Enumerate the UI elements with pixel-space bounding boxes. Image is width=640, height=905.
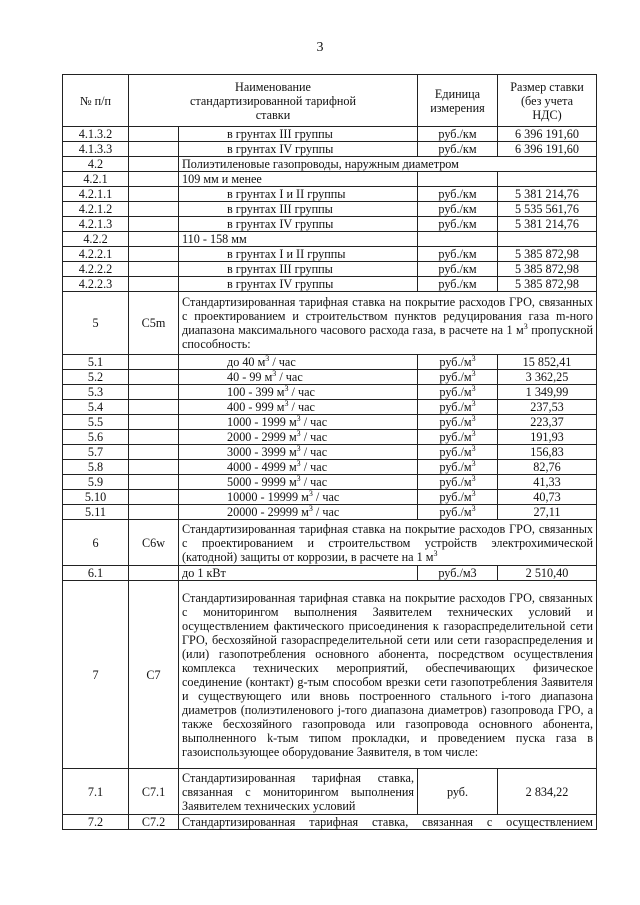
row-num: 4.1.3.3 (63, 142, 129, 157)
row-unit: руб./км (418, 217, 498, 232)
row-code (129, 142, 179, 157)
row-num: 5.9 (63, 475, 129, 490)
row-code: C7.1 (129, 769, 179, 815)
row-name: 400 - 999 $м^3$ / час (179, 400, 418, 415)
row-rate: 27,11 (498, 505, 597, 520)
row-num: 5.10 (63, 490, 129, 505)
row-rate: 6 396 191,60 (498, 142, 597, 157)
row-rate: 2 510,40 (498, 566, 597, 581)
table-row (63, 475, 597, 490)
row-rate: 191,93 (498, 430, 597, 445)
table-row (63, 385, 597, 400)
row-name: в грунтах III группы (179, 127, 418, 142)
row-num: 4.2.1.3 (63, 217, 129, 232)
row-unit: руб./км (418, 262, 498, 277)
row-unit: $руб./м^3$ (418, 430, 498, 445)
row-rate: 82,76 (498, 460, 597, 475)
row-name: до 1 кВт (179, 566, 418, 581)
row-num: 5.11 (63, 505, 129, 520)
row-num: 4.1.3.2 (63, 127, 129, 142)
row-num: 5.8 (63, 460, 129, 475)
row-rate: 237,53 (498, 400, 597, 415)
row-num: 5.3 (63, 385, 129, 400)
row-rate: 5 385 872,98 (498, 247, 597, 262)
row-rate: 15 852,41 (498, 355, 597, 370)
row-name: 1000 - 1999 $м^3$ / час (179, 415, 418, 430)
header-rate: Размер ставки (без учета НДС) (498, 75, 597, 127)
table-row (63, 815, 597, 830)
row-unit: руб./км (418, 187, 498, 202)
row-unit: $руб./м^3$ (418, 490, 498, 505)
row-code (129, 127, 179, 142)
row-unit: руб./км (418, 142, 498, 157)
row-num: 4.2 (63, 157, 129, 172)
row-rate: 2 834,22 (498, 769, 597, 815)
row-rate: 1 349,99 (498, 385, 597, 400)
row-unit: $руб./м^3$ (418, 475, 498, 490)
table-row (63, 370, 597, 385)
table-row (63, 142, 597, 157)
table-row (63, 187, 597, 202)
row-code: C7.2 (129, 815, 179, 830)
row-num: 4.2.2 (63, 232, 129, 247)
table-row (63, 445, 597, 460)
row-unit: $руб./м^3$ (418, 355, 498, 370)
row-name: в грунтах IV группы (179, 142, 418, 157)
row-name: 110 - 158 мм (179, 232, 418, 247)
row-num: 5 (63, 292, 129, 355)
row-unit: руб./км (418, 202, 498, 217)
table-row (63, 520, 597, 566)
row-name: в грунтах III группы (179, 262, 418, 277)
row-num: 6 (63, 520, 129, 566)
row-rate: 5 381 214,76 (498, 187, 597, 202)
row-unit: руб./км (418, 127, 498, 142)
row-num: 4.2.1.1 (63, 187, 129, 202)
row-name: до 40 $м^3$ / час (179, 355, 418, 370)
row-rate: 5 385 872,98 (498, 262, 597, 277)
table-row (63, 460, 597, 475)
table-row (63, 127, 597, 142)
row-num: 4.2.1.2 (63, 202, 129, 217)
row-rate: 3 362,25 (498, 370, 597, 385)
row-rate: 40,73 (498, 490, 597, 505)
row-name: в грунтах I и II группы (179, 247, 418, 262)
table-row (63, 505, 597, 520)
row-name: 4000 - 4999 $м^3$ / час (179, 460, 418, 475)
row-name: 2000 - 2999 $м^3$ / час (179, 430, 418, 445)
row-num: 5.2 (63, 370, 129, 385)
table-row (63, 292, 597, 355)
table-row (63, 217, 597, 232)
table-row (63, 262, 597, 277)
row-name: Стандартизированная тарифная ставка на покрытие расходов ГРО, связанных с мониторингом выполнения Заявителем технических условий и осуществлением фактического присоединения к газораспределительной сети ГРО, бесхозяйной газораспределительной сети или сети газораспределения и (или) газопотребления основного абонента, посредством осуществления комплекса технических мероприятий, обеспечивающих физическое соединение (контакт) g-тым способом врезки сети газопотребления Заявителя и существующего или вновь построенного стального i-того диапазона диаметров (полиэтиленового j-того диапазона диаметров) газопровода ГРО, а также бесхозяйного газопровода или газопровода основного абонента, выполненного k-тым типом прокладки, и проведением пуска газа в газоиспользующее оборудование Заявителя, в том числе: (179, 581, 597, 769)
row-unit: $руб./м^3$ (418, 385, 498, 400)
table-row (63, 355, 597, 370)
table-row (63, 277, 597, 292)
row-num: 5.5 (63, 415, 129, 430)
row-unit: $руб./м^3$ (418, 400, 498, 415)
table-row (63, 415, 597, 430)
row-unit: $руб./м^3$ (418, 415, 498, 430)
table-row (63, 232, 597, 247)
row-name: 40 - 99 $м^3$ / час (179, 370, 418, 385)
table-row (63, 400, 597, 415)
row-num: 5.6 (63, 430, 129, 445)
page-number: 3 (316, 40, 324, 55)
table-row (63, 581, 597, 769)
row-num: 4.2.2.2 (63, 262, 129, 277)
row-name: Стандартизированная тарифная ставка, связанная с осуществлением (179, 815, 597, 830)
row-unit: $руб./м^3$ (418, 505, 498, 520)
row-name: 20000 - 29999 $м^3$ / час (179, 505, 418, 520)
row-unit: $руб./м^3$ (418, 460, 498, 475)
table-row (63, 172, 597, 187)
row-rate: 41,33 (498, 475, 597, 490)
row-code: C6w (129, 520, 179, 566)
row-name: Стандартизированная тарифная ставка, связанная с мониторингом выполнения Заявителем технических условий (179, 769, 418, 815)
row-name: в грунтах III группы (179, 202, 418, 217)
row-name: 3000 - 3999 $м^3$ / час (179, 445, 418, 460)
row-unit: $руб./м^3$ (418, 445, 498, 460)
row-rate: 5 385 872,98 (498, 277, 597, 292)
row-num: 7.2 (63, 815, 129, 830)
table-row (63, 769, 597, 815)
row-unit: $руб./м^3$ (418, 370, 498, 385)
table-row (63, 490, 597, 505)
row-num: 5.7 (63, 445, 129, 460)
row-code: C7 (129, 581, 179, 769)
row-num: 7.1 (63, 769, 129, 815)
row-rate: 156,83 (498, 445, 597, 460)
row-num: 4.2.2.3 (63, 277, 129, 292)
row-name: в грунтах I и II группы (179, 187, 418, 202)
row-unit: руб./км (418, 247, 498, 262)
table-header-row (63, 75, 597, 127)
row-num: 5.4 (63, 400, 129, 415)
header-unit: Единица измерения (418, 75, 498, 127)
header-name: Наименование стандартизированной тарифной ставки (129, 75, 418, 127)
row-name: Стандартизированная тарифная ставка на покрытие расходов ГРО, связанных с проектированием и строительством устройств электрохимической (катодной) защиты от коррозии, в расчете на 1 $м^3$ (179, 520, 597, 566)
header-num: № п/п (63, 75, 129, 127)
table-row (63, 566, 597, 581)
row-unit: руб./км (418, 277, 498, 292)
rates-table (62, 74, 597, 830)
row-name: 10000 - 19999 $м^3$ / час (179, 490, 418, 505)
row-rate: 5 381 214,76 (498, 217, 597, 232)
row-name: 109 мм и менее (179, 172, 418, 187)
table-row (63, 430, 597, 445)
row-num: 5.1 (63, 355, 129, 370)
row-name: в грунтах IV группы (179, 277, 418, 292)
row-num: 6.1 (63, 566, 129, 581)
row-unit: руб./м3 (418, 566, 498, 581)
row-unit: руб. (418, 769, 498, 815)
row-num: 4.2.2.1 (63, 247, 129, 262)
row-name: в грунтах IV группы (179, 217, 418, 232)
row-rate: 6 396 191,60 (498, 127, 597, 142)
table-row (63, 202, 597, 217)
row-rate: 5 535 561,76 (498, 202, 597, 217)
row-num: 7 (63, 581, 129, 769)
row-num: 4.2.1 (63, 172, 129, 187)
row-code: C5m (129, 292, 179, 355)
row-rate: 223,37 (498, 415, 597, 430)
row-name: Полиэтиленовые газопроводы, наружным диаметром (179, 157, 597, 172)
table-row (63, 157, 597, 172)
table-row (63, 247, 597, 262)
row-name: 100 - 399 $м^3$ / час (179, 385, 418, 400)
row-name: Стандартизированная тарифная ставка на покрытие расходов ГРО, связанных с проектированием и строительством пунктов редуцирования газа m-ного диапазона максимального часового расхода газа, в расчете на 1 $м^3$ пропускной способность: (179, 292, 597, 355)
row-name: 5000 - 9999 $м^3$ / час (179, 475, 418, 490)
